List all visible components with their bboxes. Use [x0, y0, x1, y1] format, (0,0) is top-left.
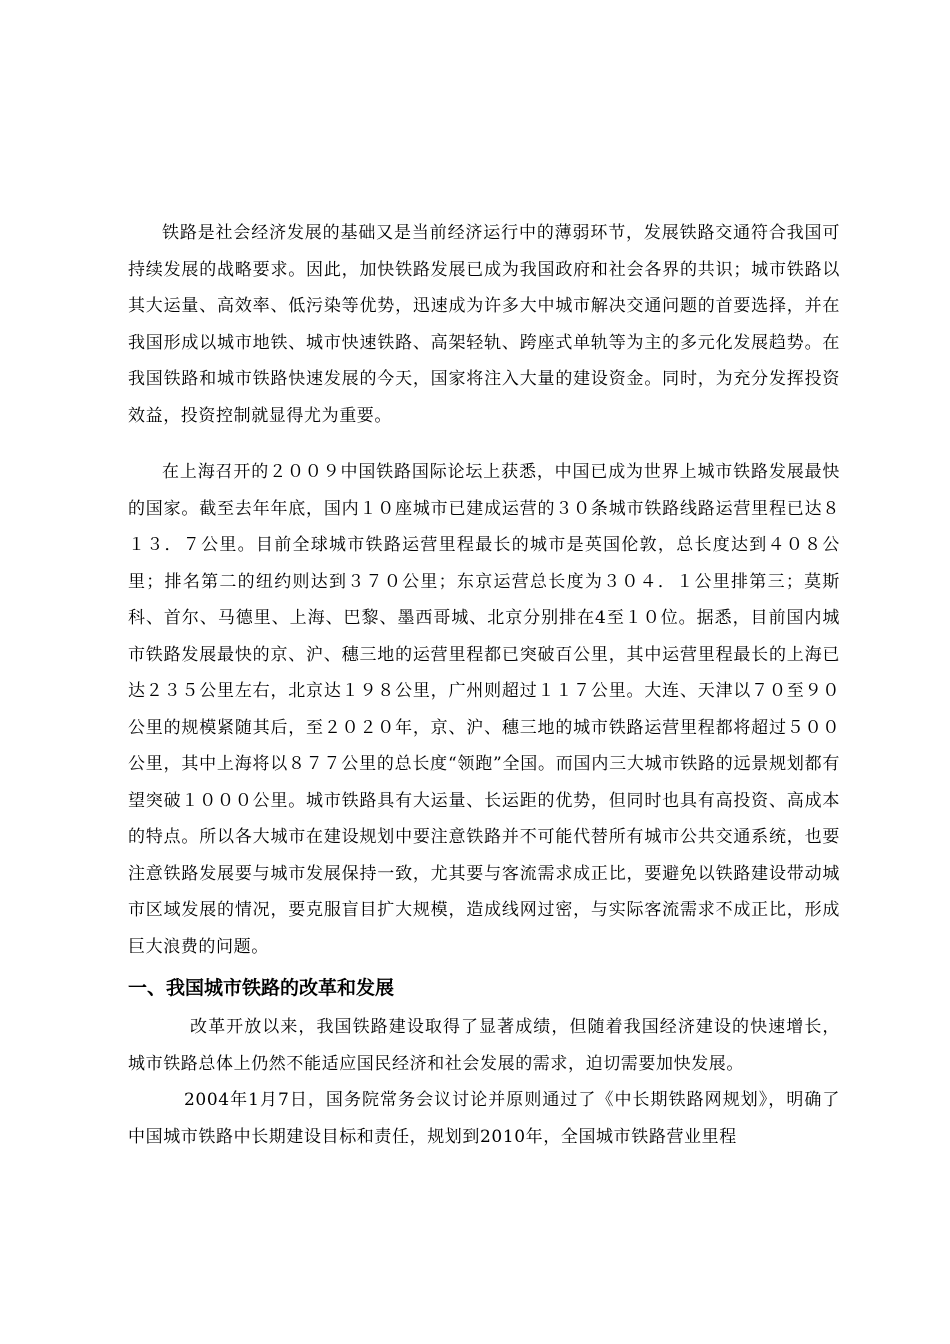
intro-paragraph-2: 在上海召开的２００９中国铁路国际论坛上获悉，中国已成为世界上城市铁路发展最快的国家。截至去年年底，国内１０座城市已建成运营的３０条城市铁路线路运营里程已达８１３．７公里。目前全球城市铁路运营里程最长的城市是英国伦敦，总长度达到４０８公里；排名第二的纽约则达到３７０公里；东京运营总长度为３０４．１公里排第三；莫斯科、首尔、马德里、上海、巴黎、墨西哥城、北京分别排在4至１０位。据悉，目前国内城市铁路发展最快的京、沪、穗三地的运营里程都已突破百公里，其中运营里程最长的上海已达２３５公里左右，北京达１９８公里，广州则超过１１７公里。大连、天津以７０至９０公里的规模紧随其后，至２０２０年，京、沪、穗三地的城市铁路运营里程都将超过５００公里，其中上海将以８７７公里的总长度“领跑”全国。而国内三大城市铁路的远景规划都有望突破１０００公里。城市铁路具有大运量、长运距的优势，但同时也具有高投资、高成本的特点。所以各大城市在建设规划中要注意铁路并不可能代替所有城市公共交通系统，也要注意铁路发展要与城市发展保持一致，尤其要与客流需求成正比，要避免以铁路建设带动城市区域发展的情况，要克服盲目扩大规模，造成线网过密，与实际客流需求不成正比，形成巨大浪费的问题。 [128, 462, 840, 957]
section-heading: 一、我国城市铁路的改革和发展 [128, 977, 395, 999]
section-paragraph-1: 改革开放以来，我国铁路建设取得了显著成绩，但随着我国经济建设的快速增长，城市铁路总体上仍然不能适应国民经济和社会发展的需求，迫切需要加快发展。 [128, 1017, 840, 1074]
intro-paragraph-1: 铁路是社会经济发展的基础又是当前经济运行中的薄弱环节，发展铁路交通符合我国可持续发展的战略要求。因此，加快铁路发展已成为我国政府和社会各界的共识；城市铁路以其大运量、高效率、低污染等优势，迅速成为许多大中城市解决交通问题的首要选择，并在我国形成以城市地铁、城市快速铁路、高架轻轨、跨座式单轨等为主的多元化发展趋势。在我国铁路和城市铁路快速发展的今天，国家将注入大量的建设资金。同时，为充分发挥投资效益，投资控制就显得尤为重要。 [128, 223, 840, 426]
document-page [128, 215, 840, 1155]
section-paragraph-2: 2004年1月7日，国务院常务会议讨论并原则通过了《中长期铁路网规划》，明确了中国城市铁路中长期建设目标和责任，规划到2010年，全国城市铁路营业里程 [128, 1090, 840, 1147]
